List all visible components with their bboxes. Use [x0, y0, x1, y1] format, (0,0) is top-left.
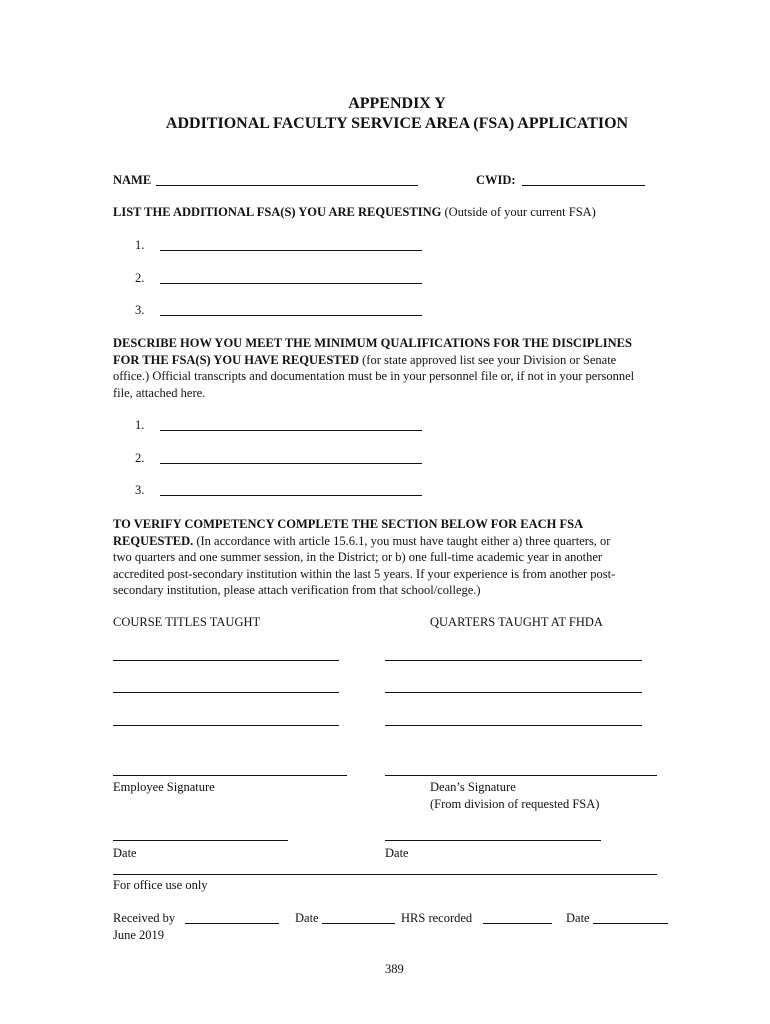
- qualifications-text-line3: office.) Official transcripts and documentation must be in your personnel file or, if not in your personnel: [113, 369, 635, 383]
- course-title-field[interactable]: [113, 660, 339, 661]
- page-number: 389: [385, 962, 404, 976]
- qualification-item-field[interactable]: [160, 463, 422, 464]
- office-date-field[interactable]: [322, 923, 395, 924]
- competency-heading-line2: REQUESTED.: [113, 533, 194, 548]
- qualifications-paragraph: [113, 335, 698, 401]
- office-divider: [113, 874, 657, 875]
- employee-date-label: Date: [113, 846, 137, 860]
- office-date-field-2[interactable]: [593, 923, 668, 924]
- cwid-field[interactable]: [522, 185, 645, 186]
- course-title-field[interactable]: [113, 725, 339, 726]
- office-date-label-2: Date: [566, 911, 590, 925]
- fsa-list-note: (Outside of your current FSA): [441, 205, 596, 219]
- qualification-item-number: 1.: [135, 418, 145, 432]
- fsa-item-number: 1.: [135, 238, 145, 252]
- qualifications-note: (for state approved list see your Division or Senate: [359, 352, 617, 367]
- qualification-item-field[interactable]: [160, 495, 422, 496]
- page-title: ADDITIONAL FACULTY SERVICE AREA (FSA) APPLICATION: [165, 115, 629, 132]
- office-date-label: Date: [295, 911, 319, 925]
- qualification-item-number: 3.: [135, 483, 145, 497]
- appendix-label: APPENDIX Y: [348, 95, 446, 112]
- hrs-recorded-label: HRS recorded: [401, 911, 473, 925]
- quarters-taught-field[interactable]: [385, 725, 642, 726]
- employee-signature-field[interactable]: [113, 775, 347, 776]
- fsa-item-field[interactable]: [160, 283, 422, 284]
- office-use-heading: For office use only: [113, 878, 208, 892]
- employee-signature-label: Employee Signature: [113, 780, 215, 794]
- course-titles-header: COURSE TITLES TAUGHT: [113, 615, 261, 629]
- received-by-label: Received by: [113, 911, 176, 925]
- qualifications-text-line4: file, attached here.: [113, 385, 206, 400]
- qualification-item-field[interactable]: [160, 430, 422, 431]
- competency-text-line4: accredited post-secondary institution within the last 5 years. If your experience is from another post-: [113, 566, 616, 581]
- fsa-list-heading: [113, 205, 596, 220]
- qualifications-heading-line1: DESCRIBE HOW YOU MEET THE MINIMUM QUALIFICATIONS FOR THE DISCIPLINES: [113, 336, 632, 350]
- competency-note: (In accordance with article 15.6.1, you must have taught either a) three quarters, or: [193, 533, 611, 548]
- fsa-list-heading-text: LIST THE ADDITIONAL FSA(S) YOU ARE REQUESTING: [113, 205, 442, 219]
- hrs-recorded-field[interactable]: [483, 923, 552, 924]
- competency-text-line3: two quarters and one summer session, in the District; or b) one full-time academic year in another: [113, 550, 603, 564]
- fsa-item-field[interactable]: [160, 250, 422, 251]
- competency-heading-line1: TO VERIFY COMPETENCY COMPLETE THE SECTION BELOW FOR EACH FSA: [113, 517, 584, 531]
- dean-signature-note: (From division of requested FSA): [430, 797, 600, 811]
- received-by-field[interactable]: [185, 923, 279, 924]
- quarters-taught-field[interactable]: [385, 692, 642, 693]
- revision-date: June 2019: [113, 928, 165, 942]
- quarters-taught-field[interactable]: [385, 660, 642, 661]
- dean-date-label: Date: [385, 846, 409, 860]
- fsa-item-number: 2.: [135, 271, 145, 285]
- competency-text-line5: secondary institution, please attach verification from that school/college.): [113, 583, 481, 597]
- course-title-field[interactable]: [113, 692, 339, 693]
- competency-paragraph: [113, 516, 698, 599]
- qualification-item-number: 2.: [135, 451, 145, 465]
- dean-signature-field[interactable]: [385, 775, 657, 776]
- qualifications-heading-line2: FOR THE FSA(S) YOU HAVE REQUESTED: [113, 352, 359, 367]
- employee-date-field[interactable]: [113, 840, 288, 841]
- dean-signature-label: Dean’s Signature: [430, 780, 516, 794]
- name-field[interactable]: [156, 185, 418, 186]
- cwid-label: CWID:: [476, 173, 516, 187]
- quarters-taught-header: QUARTERS TAUGHT AT FHDA: [430, 615, 603, 629]
- name-label: NAME: [113, 173, 152, 187]
- fsa-item-number: 3.: [135, 303, 145, 317]
- fsa-item-field[interactable]: [160, 315, 422, 316]
- dean-date-field[interactable]: [385, 840, 601, 841]
